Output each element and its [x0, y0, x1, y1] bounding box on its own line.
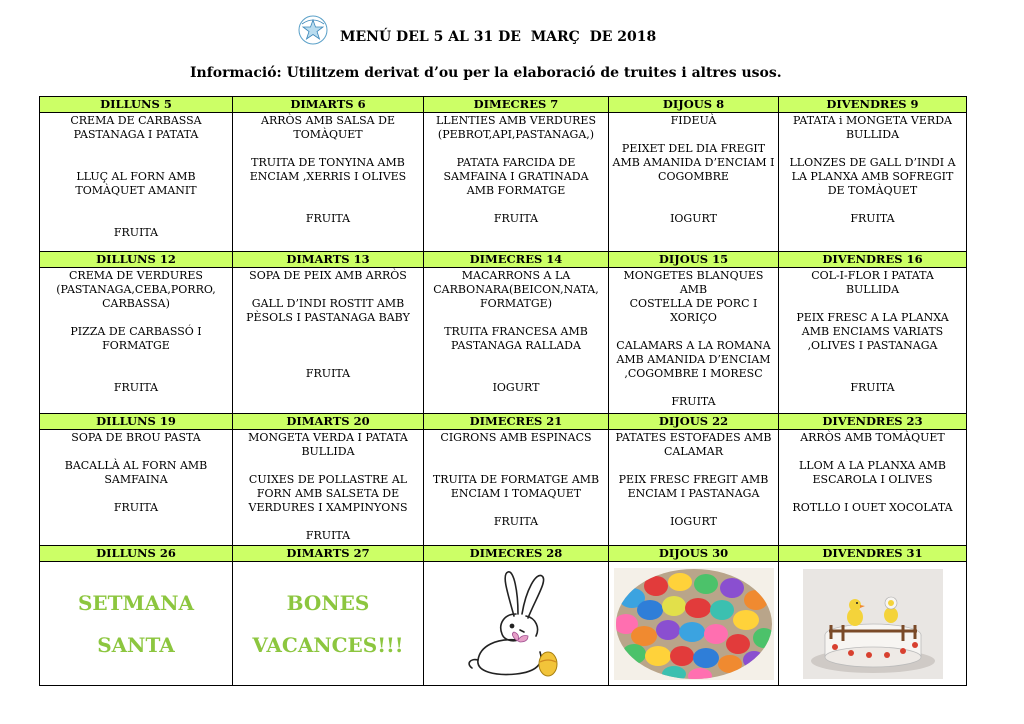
meal-cell: [233, 430, 424, 546]
holiday-cell: [779, 562, 967, 686]
bones-vacances-text: BONES VACANCES!!!: [252, 591, 404, 657]
meal-text: PATATES ESTOFADES AMB CALAMAR PEIX FRESC FREGIT AMB ENCIAM I PASTANAGA IOGURT: [615, 431, 772, 528]
meal-cell: [40, 268, 233, 414]
meal-text: LLENTIES AMB VERDURES (PEBROT,API,PASTANAGA,) PATATA FARCIDA DE SAMFAINA I GRATINADA AMB FORMATGE FRUITA: [436, 114, 596, 225]
meal-cell: [233, 113, 424, 252]
meal-text: MONGETES BLANQUES AMB COSTELLA DE PORC I XORIÇO CALAMARS A LA ROMANA AMB AMANIDA D’ENCIAM ,COGOMBRE I MORESC FRUITA: [616, 269, 771, 408]
meal-cell: [779, 268, 967, 414]
day-header: DIMECRES 14: [424, 252, 609, 268]
day-header: DILLUNS 5: [40, 97, 233, 113]
meal-text: COL-I-FLOR I PATATA BULLIDA PEIX FRESC A LA PLANXA AMB ENCIAMS VARIATS ,OLIVES I PASTANAGA FRUITA: [796, 269, 949, 394]
day-header-row: [40, 546, 967, 562]
easter-cake-photo: [803, 569, 943, 679]
meal-cell: [609, 113, 779, 252]
holiday-cell: [609, 562, 779, 686]
day-header-row: [40, 252, 967, 268]
meals-row: [40, 113, 967, 252]
day-header: DIMARTS 20: [233, 414, 424, 430]
day-header: DIJOUS 22: [609, 414, 779, 430]
meal-cell: [40, 430, 233, 546]
meal-cell: [233, 268, 424, 414]
school-logo: [296, 14, 330, 46]
easter-eggs-photo: [614, 568, 774, 680]
easter-bunny-illustration: [456, 568, 576, 680]
allergen-info: Informació: Utilitzem derivat d’ou per la elaboració de truites i altres usos.: [190, 65, 782, 81]
day-header: DIMARTS 13: [233, 252, 424, 268]
meal-text: FIDEUÀ PEIXET DEL DIA FREGIT AMB AMANIDA D’ENCIAM I COGOMBRE IOGURT: [612, 114, 775, 225]
holiday-cell: [233, 562, 424, 686]
meal-text: CREMA DE CARBASSA PASTANAGA I PATATA LLUÇ AL FORN AMB TOMÀQUET AMANIT FRUITA: [70, 114, 202, 239]
day-header-row: [40, 97, 967, 113]
day-header: DIMARTS 27: [233, 546, 424, 562]
meal-text: CIGRONS AMB ESPINACS TRUITA DE FORMATGE AMB ENCIAM I TOMAQUET FRUITA: [432, 431, 600, 528]
meal-cell: [609, 430, 779, 546]
menu-table: [39, 96, 967, 686]
meal-cell: [609, 268, 779, 414]
meal-text: SOPA DE BROU PASTA BACALLÀ AL FORN AMB SAMFAINA FRUITA: [64, 431, 208, 514]
meal-text: ARRÒS AMB TOMÀQUET LLOM A LA PLANXA AMB ESCAROLA I OLIVES ROTLLO I OUET XOCOLATA: [792, 431, 953, 514]
setmana-santa-text: SETMANA SANTA: [77, 591, 195, 657]
meal-cell: [779, 113, 967, 252]
meal-text: MONGETA VERDA I PATATA BULLIDA CUIXES DE POLLASTRE AL FORN AMB SALSETA DE VERDURES I XAMPINYONS FRUITA: [248, 431, 408, 542]
day-header: DIVENDRES 31: [779, 546, 967, 562]
day-header: DIVENDRES 9: [779, 97, 967, 113]
meal-cell: [424, 430, 609, 546]
day-header: DIMECRES 7: [424, 97, 609, 113]
meals-row: [40, 430, 967, 546]
holiday-row: [40, 562, 967, 686]
day-header: DILLUNS 12: [40, 252, 233, 268]
day-header: DILLUNS 26: [40, 546, 233, 562]
day-header: DIJOUS 8: [609, 97, 779, 113]
day-header: DIJOUS 30: [609, 546, 779, 562]
meal-text: SOPA DE PEIX AMB ARRÒS GALL D’INDI ROSTIT AMB PÈSOLS I PASTANAGA BABY FRUITA: [246, 269, 410, 380]
meal-text: MACARRONS A LA CARBONARA(BEICON,NATA, FORMATGE) TRUITA FRANCESA AMB PASTANAGA RALLADA IOGURT: [433, 269, 599, 394]
meal-text: ARRÒS AMB SALSA DE TOMÀQUET TRUITA DE TONYINA AMB ENCIAM ,XERRIS I OLIVES FRUITA: [249, 114, 407, 225]
day-header: DIJOUS 15: [609, 252, 779, 268]
holiday-cell: [424, 562, 609, 686]
day-header: DIMECRES 28: [424, 546, 609, 562]
holiday-cell: [40, 562, 233, 686]
day-header: DIMARTS 6: [233, 97, 424, 113]
day-header: DIMECRES 21: [424, 414, 609, 430]
menu-title: MENÚ DEL 5 AL 31 DE MARÇ DE 2018: [340, 29, 657, 45]
meal-text: PATATA i MONGETA VERDA BULLIDA LLONZES DE GALL D’INDI A LA PLANXA AMB SOFREGIT DE TOMÀQUET FRUITA: [789, 114, 956, 225]
meal-cell: [424, 113, 609, 252]
day-header: DILLUNS 19: [40, 414, 233, 430]
day-header-row: [40, 414, 967, 430]
day-header: DIVENDRES 23: [779, 414, 967, 430]
meal-cell: [779, 430, 967, 546]
meals-row: [40, 268, 967, 414]
meal-cell: [40, 113, 233, 252]
meal-cell: [424, 268, 609, 414]
day-header: DIVENDRES 16: [779, 252, 967, 268]
meal-text: CREMA DE VERDURES (PASTANAGA,CEBA,PORRO, CARBASSA) PIZZA DE CARBASSÓ I FORMATGE FRUITA: [56, 269, 216, 394]
